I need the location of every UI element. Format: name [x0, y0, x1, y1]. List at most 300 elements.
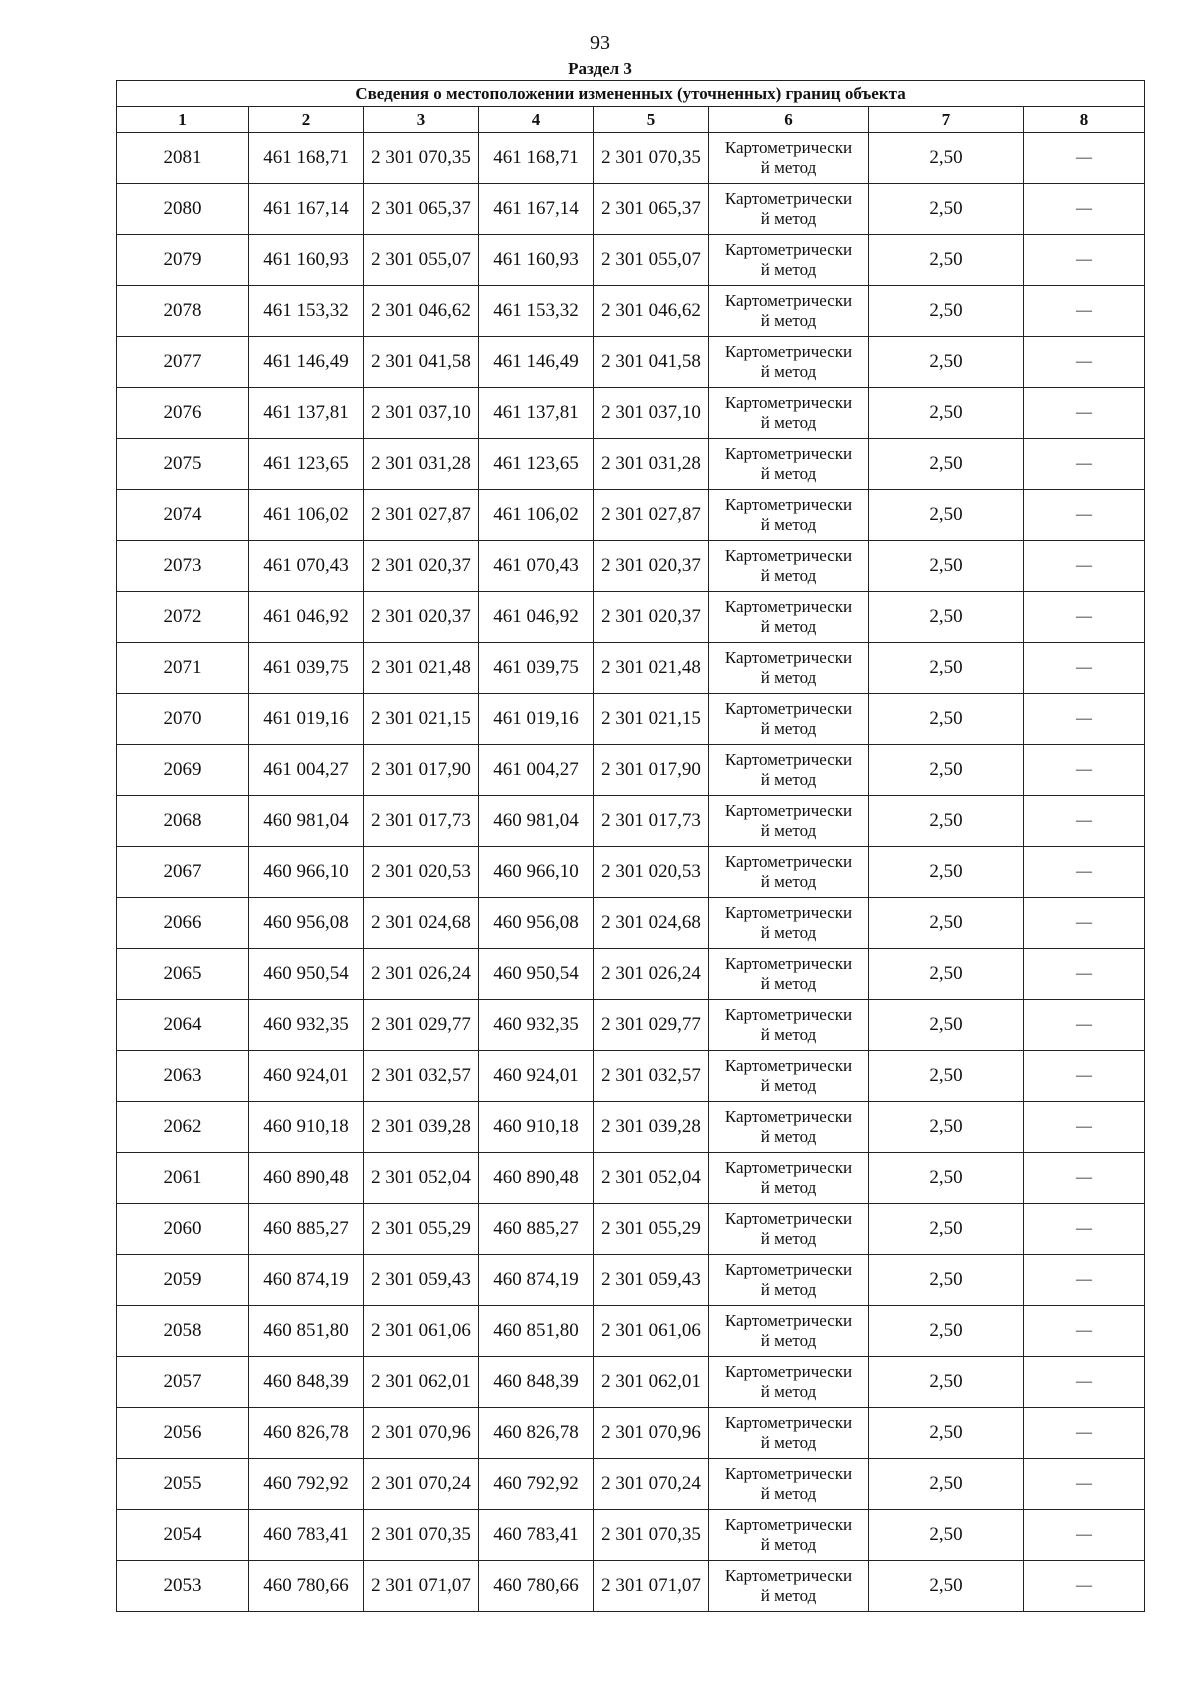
- accuracy-cell: 2,50: [869, 592, 1024, 643]
- table-row: [117, 694, 1145, 745]
- y-coordinate-cell: 2 301 032,57: [364, 1051, 479, 1102]
- empty-mark-cell: —: [1024, 592, 1145, 643]
- point-number-cell: 2055: [117, 1459, 249, 1510]
- x-coordinate-cell: 460 874,19: [249, 1255, 364, 1306]
- point-number-cell: 2053: [117, 1561, 249, 1612]
- method-text-line: Картометрически: [724, 546, 853, 565]
- method-text-line: Картометрически: [724, 699, 853, 718]
- point-number-cell: 2081: [117, 133, 249, 184]
- y-coordinate-cell: 2 301 024,68: [364, 898, 479, 949]
- point-number-cell: 2072: [117, 592, 249, 643]
- y-coordinate-cell: 2 301 071,07: [364, 1561, 479, 1612]
- accuracy-cell: 2,50: [869, 745, 1024, 796]
- x-coordinate-cell: 461 046,92: [479, 592, 594, 643]
- empty-mark-cell: —: [1024, 847, 1145, 898]
- y-coordinate-cell: 2 301 029,77: [594, 1000, 709, 1051]
- empty-mark-cell: —: [1024, 1255, 1145, 1306]
- x-coordinate-cell: 460 780,66: [249, 1561, 364, 1612]
- x-coordinate-cell: 461 019,16: [479, 694, 594, 745]
- y-coordinate-cell: 2 301 017,90: [594, 745, 709, 796]
- y-coordinate-cell: 2 301 070,35: [594, 133, 709, 184]
- y-coordinate-cell: 2 301 055,07: [594, 235, 709, 286]
- table-row: [117, 1357, 1145, 1408]
- point-number-cell: 2075: [117, 439, 249, 490]
- method-text-line: Картометрически: [724, 1362, 853, 1381]
- empty-mark-cell: —: [1024, 949, 1145, 1000]
- empty-mark-cell: —: [1024, 1408, 1145, 1459]
- empty-mark-cell: —: [1024, 1561, 1145, 1612]
- method-cell: [709, 898, 869, 949]
- method-cell: [709, 184, 869, 235]
- method-text-line: й метод: [760, 617, 817, 636]
- table-row: [117, 1510, 1145, 1561]
- y-coordinate-cell: 2 301 061,06: [594, 1306, 709, 1357]
- empty-mark-cell: —: [1024, 337, 1145, 388]
- x-coordinate-cell: 461 004,27: [249, 745, 364, 796]
- accuracy-cell: 2,50: [869, 1153, 1024, 1204]
- x-coordinate-cell: 460 792,92: [249, 1459, 364, 1510]
- point-number-cell: 2074: [117, 490, 249, 541]
- accuracy-cell: 2,50: [869, 1000, 1024, 1051]
- x-coordinate-cell: 460 890,48: [479, 1153, 594, 1204]
- table-row: [117, 286, 1145, 337]
- boundary-coordinates-table: [116, 80, 1145, 1612]
- empty-mark-cell: —: [1024, 1102, 1145, 1153]
- table-row: [117, 235, 1145, 286]
- point-number-cell: 2066: [117, 898, 249, 949]
- x-coordinate-cell: 461 137,81: [249, 388, 364, 439]
- method-text-line: й метод: [760, 1280, 817, 1299]
- method-text-line: й метод: [760, 1178, 817, 1197]
- x-coordinate-cell: 461 004,27: [479, 745, 594, 796]
- y-coordinate-cell: 2 301 026,24: [594, 949, 709, 1000]
- point-number-cell: 2059: [117, 1255, 249, 1306]
- x-coordinate-cell: 460 981,04: [249, 796, 364, 847]
- method-cell: [709, 1153, 869, 1204]
- accuracy-cell: 2,50: [869, 949, 1024, 1000]
- method-text-line: й метод: [760, 464, 817, 483]
- empty-mark-cell: —: [1024, 1051, 1145, 1102]
- point-number-cell: 2077: [117, 337, 249, 388]
- x-coordinate-cell: 461 167,14: [479, 184, 594, 235]
- table-row: [117, 337, 1145, 388]
- x-coordinate-cell: 460 826,78: [479, 1408, 594, 1459]
- accuracy-cell: 2,50: [869, 694, 1024, 745]
- empty-mark-cell: —: [1024, 1000, 1145, 1051]
- x-coordinate-cell: 460 792,92: [479, 1459, 594, 1510]
- accuracy-cell: 2,50: [869, 1204, 1024, 1255]
- method-cell: [709, 439, 869, 490]
- point-number-cell: 2058: [117, 1306, 249, 1357]
- table-row: [117, 1306, 1145, 1357]
- x-coordinate-cell: 460 956,08: [479, 898, 594, 949]
- accuracy-cell: 2,50: [869, 796, 1024, 847]
- accuracy-cell: 2,50: [869, 898, 1024, 949]
- point-number-cell: 2062: [117, 1102, 249, 1153]
- table-row: [117, 592, 1145, 643]
- y-coordinate-cell: 2 301 070,96: [364, 1408, 479, 1459]
- method-text-line: Картометрически: [724, 1107, 853, 1126]
- column-number: 2: [249, 107, 364, 133]
- table-row: [117, 796, 1145, 847]
- y-coordinate-cell: 2 301 070,35: [364, 133, 479, 184]
- method-cell: [709, 337, 869, 388]
- x-coordinate-cell: 460 783,41: [249, 1510, 364, 1561]
- table-row: [117, 1204, 1145, 1255]
- y-coordinate-cell: 2 301 046,62: [594, 286, 709, 337]
- point-number-cell: 2073: [117, 541, 249, 592]
- accuracy-cell: 2,50: [869, 1459, 1024, 1510]
- method-text-line: Картометрически: [724, 1056, 853, 1075]
- method-cell: [709, 1510, 869, 1561]
- y-coordinate-cell: 2 301 021,48: [364, 643, 479, 694]
- table-row: [117, 490, 1145, 541]
- method-text-line: Картометрически: [724, 1209, 853, 1228]
- x-coordinate-cell: 460 780,66: [479, 1561, 594, 1612]
- method-text-line: й метод: [760, 1382, 817, 1401]
- point-number-cell: 2078: [117, 286, 249, 337]
- table-row: [117, 643, 1145, 694]
- table-row: [117, 439, 1145, 490]
- x-coordinate-cell: 460 924,01: [479, 1051, 594, 1102]
- empty-mark-cell: —: [1024, 184, 1145, 235]
- method-text-line: Картометрически: [724, 801, 853, 820]
- method-cell: [709, 949, 869, 1000]
- method-text-line: Картометрически: [724, 750, 853, 769]
- x-coordinate-cell: 460 851,80: [249, 1306, 364, 1357]
- x-coordinate-cell: 460 848,39: [479, 1357, 594, 1408]
- method-cell: [709, 796, 869, 847]
- column-number: 7: [869, 107, 1024, 133]
- accuracy-cell: 2,50: [869, 1408, 1024, 1459]
- x-coordinate-cell: 460 848,39: [249, 1357, 364, 1408]
- y-coordinate-cell: 2 301 020,37: [594, 541, 709, 592]
- method-text-line: й метод: [760, 158, 817, 177]
- empty-mark-cell: —: [1024, 541, 1145, 592]
- y-coordinate-cell: 2 301 017,90: [364, 745, 479, 796]
- method-text-line: й метод: [760, 260, 817, 279]
- method-cell: [709, 1051, 869, 1102]
- x-coordinate-cell: 461 160,93: [479, 235, 594, 286]
- accuracy-cell: 2,50: [869, 1102, 1024, 1153]
- page-number: 93: [590, 32, 610, 54]
- point-number-cell: 2056: [117, 1408, 249, 1459]
- accuracy-cell: 2,50: [869, 337, 1024, 388]
- method-text-line: й метод: [760, 1229, 817, 1248]
- y-coordinate-cell: 2 301 037,10: [364, 388, 479, 439]
- method-text-line: й метод: [760, 719, 817, 738]
- table-row: [117, 1051, 1145, 1102]
- x-coordinate-cell: 461 039,75: [479, 643, 594, 694]
- y-coordinate-cell: 2 301 071,07: [594, 1561, 709, 1612]
- y-coordinate-cell: 2 301 020,53: [594, 847, 709, 898]
- method-text-line: Картометрически: [724, 240, 853, 259]
- method-cell: [709, 1102, 869, 1153]
- table-row: [117, 1153, 1145, 1204]
- x-coordinate-cell: 461 039,75: [249, 643, 364, 694]
- method-cell: [709, 541, 869, 592]
- method-text-line: й метод: [760, 821, 817, 840]
- y-coordinate-cell: 2 301 061,06: [364, 1306, 479, 1357]
- y-coordinate-cell: 2 301 070,24: [364, 1459, 479, 1510]
- method-text-line: й метод: [760, 1331, 817, 1350]
- method-text-line: Картометрически: [724, 138, 853, 157]
- x-coordinate-cell: 460 885,27: [479, 1204, 594, 1255]
- method-cell: [709, 847, 869, 898]
- x-coordinate-cell: 461 160,93: [249, 235, 364, 286]
- method-cell: [709, 1306, 869, 1357]
- method-text-line: Картометрически: [724, 495, 853, 514]
- method-text-line: й метод: [760, 1127, 817, 1146]
- method-text-line: Картометрически: [724, 444, 853, 463]
- accuracy-cell: 2,50: [869, 235, 1024, 286]
- y-coordinate-cell: 2 301 059,43: [594, 1255, 709, 1306]
- accuracy-cell: 2,50: [869, 847, 1024, 898]
- empty-mark-cell: —: [1024, 286, 1145, 337]
- table-row: [117, 1408, 1145, 1459]
- point-number-cell: 2063: [117, 1051, 249, 1102]
- y-coordinate-cell: 2 301 020,37: [364, 541, 479, 592]
- method-text-line: й метод: [760, 1025, 817, 1044]
- table-row: [117, 133, 1145, 184]
- point-number-cell: 2060: [117, 1204, 249, 1255]
- empty-mark-cell: —: [1024, 745, 1145, 796]
- y-coordinate-cell: 2 301 059,43: [364, 1255, 479, 1306]
- method-cell: [709, 643, 869, 694]
- method-text-line: Картометрически: [724, 1464, 853, 1483]
- column-number: 3: [364, 107, 479, 133]
- method-text-line: й метод: [760, 1076, 817, 1095]
- point-number-cell: 2069: [117, 745, 249, 796]
- y-coordinate-cell: 2 301 055,29: [364, 1204, 479, 1255]
- point-number-cell: 2079: [117, 235, 249, 286]
- accuracy-cell: 2,50: [869, 1510, 1024, 1561]
- y-coordinate-cell: 2 301 026,24: [364, 949, 479, 1000]
- point-number-cell: 2057: [117, 1357, 249, 1408]
- y-coordinate-cell: 2 301 062,01: [364, 1357, 479, 1408]
- y-coordinate-cell: 2 301 032,57: [594, 1051, 709, 1102]
- x-coordinate-cell: 461 106,02: [249, 490, 364, 541]
- empty-mark-cell: —: [1024, 643, 1145, 694]
- x-coordinate-cell: 460 885,27: [249, 1204, 364, 1255]
- method-text-line: й метод: [760, 209, 817, 228]
- method-text-line: й метод: [760, 668, 817, 687]
- x-coordinate-cell: 460 966,10: [479, 847, 594, 898]
- y-coordinate-cell: 2 301 031,28: [364, 439, 479, 490]
- x-coordinate-cell: 461 106,02: [479, 490, 594, 541]
- point-number-cell: 2054: [117, 1510, 249, 1561]
- y-coordinate-cell: 2 301 070,35: [364, 1510, 479, 1561]
- y-coordinate-cell: 2 301 029,77: [364, 1000, 479, 1051]
- x-coordinate-cell: 460 950,54: [479, 949, 594, 1000]
- column-number: 5: [594, 107, 709, 133]
- point-number-cell: 2065: [117, 949, 249, 1000]
- y-coordinate-cell: 2 301 041,58: [364, 337, 479, 388]
- y-coordinate-cell: 2 301 052,04: [594, 1153, 709, 1204]
- accuracy-cell: 2,50: [869, 388, 1024, 439]
- table-row: [117, 949, 1145, 1000]
- table-row: [117, 1102, 1145, 1153]
- table-row: [117, 1561, 1145, 1612]
- y-coordinate-cell: 2 301 024,68: [594, 898, 709, 949]
- point-number-cell: 2064: [117, 1000, 249, 1051]
- accuracy-cell: 2,50: [869, 1255, 1024, 1306]
- column-number: 4: [479, 107, 594, 133]
- point-number-cell: 2068: [117, 796, 249, 847]
- x-coordinate-cell: 461 123,65: [479, 439, 594, 490]
- method-text-line: Картометрически: [724, 291, 853, 310]
- accuracy-cell: 2,50: [869, 490, 1024, 541]
- x-coordinate-cell: 461 146,49: [479, 337, 594, 388]
- column-number: 6: [709, 107, 869, 133]
- x-coordinate-cell: 460 851,80: [479, 1306, 594, 1357]
- x-coordinate-cell: 460 932,35: [249, 1000, 364, 1051]
- x-coordinate-cell: 460 783,41: [479, 1510, 594, 1561]
- x-coordinate-cell: 460 910,18: [479, 1102, 594, 1153]
- method-text-line: Картометрически: [724, 648, 853, 667]
- table-caption: Сведения о местоположении измененных (уточненных) границ объекта: [117, 81, 1145, 107]
- x-coordinate-cell: 460 910,18: [249, 1102, 364, 1153]
- method-cell: [709, 133, 869, 184]
- table-row: [117, 541, 1145, 592]
- method-text-line: й метод: [760, 566, 817, 585]
- x-coordinate-cell: 460 932,35: [479, 1000, 594, 1051]
- y-coordinate-cell: 2 301 031,28: [594, 439, 709, 490]
- method-cell: [709, 745, 869, 796]
- column-number-row: [117, 107, 1145, 133]
- y-coordinate-cell: 2 301 020,37: [364, 592, 479, 643]
- empty-mark-cell: —: [1024, 1204, 1145, 1255]
- accuracy-cell: 2,50: [869, 643, 1024, 694]
- x-coordinate-cell: 460 966,10: [249, 847, 364, 898]
- y-coordinate-cell: 2 301 052,04: [364, 1153, 479, 1204]
- method-text-line: й метод: [760, 974, 817, 993]
- x-coordinate-cell: 461 146,49: [249, 337, 364, 388]
- accuracy-cell: 2,50: [869, 1561, 1024, 1612]
- table-row: [117, 898, 1145, 949]
- x-coordinate-cell: 460 950,54: [249, 949, 364, 1000]
- method-text-line: Картометрически: [724, 1566, 853, 1585]
- table-body: [117, 133, 1145, 1612]
- y-coordinate-cell: 2 301 039,28: [364, 1102, 479, 1153]
- empty-mark-cell: —: [1024, 898, 1145, 949]
- table-row: [117, 1000, 1145, 1051]
- point-number-cell: 2067: [117, 847, 249, 898]
- x-coordinate-cell: 461 070,43: [479, 541, 594, 592]
- method-text-line: й метод: [760, 515, 817, 534]
- x-coordinate-cell: 461 153,32: [479, 286, 594, 337]
- x-coordinate-cell: 461 123,65: [249, 439, 364, 490]
- table-row: [117, 184, 1145, 235]
- table-row: [117, 847, 1145, 898]
- empty-mark-cell: —: [1024, 388, 1145, 439]
- method-cell: [709, 286, 869, 337]
- x-coordinate-cell: 461 137,81: [479, 388, 594, 439]
- method-text-line: Картометрически: [724, 1158, 853, 1177]
- method-cell: [709, 1357, 869, 1408]
- method-text-line: й метод: [760, 770, 817, 789]
- column-number: 1: [117, 107, 249, 133]
- method-text-line: й метод: [760, 413, 817, 432]
- y-coordinate-cell: 2 301 017,73: [594, 796, 709, 847]
- method-cell: [709, 1459, 869, 1510]
- y-coordinate-cell: 2 301 021,15: [594, 694, 709, 745]
- empty-mark-cell: —: [1024, 1153, 1145, 1204]
- column-number: 8: [1024, 107, 1145, 133]
- method-cell: [709, 1561, 869, 1612]
- accuracy-cell: 2,50: [869, 1357, 1024, 1408]
- accuracy-cell: 2,50: [869, 1306, 1024, 1357]
- y-coordinate-cell: 2 301 046,62: [364, 286, 479, 337]
- x-coordinate-cell: 461 168,71: [479, 133, 594, 184]
- method-text-line: Картометрически: [724, 597, 853, 616]
- empty-mark-cell: —: [1024, 1459, 1145, 1510]
- x-coordinate-cell: 460 890,48: [249, 1153, 364, 1204]
- point-number-cell: 2070: [117, 694, 249, 745]
- y-coordinate-cell: 2 301 070,24: [594, 1459, 709, 1510]
- method-cell: [709, 490, 869, 541]
- y-coordinate-cell: 2 301 037,10: [594, 388, 709, 439]
- y-coordinate-cell: 2 301 021,48: [594, 643, 709, 694]
- accuracy-cell: 2,50: [869, 1051, 1024, 1102]
- table-row: [117, 1255, 1145, 1306]
- x-coordinate-cell: 461 070,43: [249, 541, 364, 592]
- method-text-line: Картометрически: [724, 903, 853, 922]
- y-coordinate-cell: 2 301 020,53: [364, 847, 479, 898]
- y-coordinate-cell: 2 301 039,28: [594, 1102, 709, 1153]
- method-text-line: Картометрически: [724, 189, 853, 208]
- x-coordinate-cell: 460 874,19: [479, 1255, 594, 1306]
- x-coordinate-cell: 460 956,08: [249, 898, 364, 949]
- empty-mark-cell: —: [1024, 1510, 1145, 1561]
- method-cell: [709, 388, 869, 439]
- y-coordinate-cell: 2 301 055,29: [594, 1204, 709, 1255]
- method-text-line: й метод: [760, 923, 817, 942]
- method-text-line: Картометрически: [724, 1515, 853, 1534]
- method-cell: [709, 1204, 869, 1255]
- x-coordinate-cell: 460 826,78: [249, 1408, 364, 1459]
- method-text-line: Картометрически: [724, 1413, 853, 1432]
- empty-mark-cell: —: [1024, 1306, 1145, 1357]
- method-text-line: Картометрически: [724, 954, 853, 973]
- table-row: [117, 1459, 1145, 1510]
- empty-mark-cell: —: [1024, 133, 1145, 184]
- y-coordinate-cell: 2 301 027,87: [364, 490, 479, 541]
- method-text-line: Картометрически: [724, 1260, 853, 1279]
- method-cell: [709, 592, 869, 643]
- section-title: Раздел 3: [568, 59, 632, 78]
- method-cell: [709, 1408, 869, 1459]
- y-coordinate-cell: 2 301 070,96: [594, 1408, 709, 1459]
- empty-mark-cell: —: [1024, 1357, 1145, 1408]
- method-cell: [709, 1255, 869, 1306]
- method-text-line: й метод: [760, 872, 817, 891]
- method-cell: [709, 694, 869, 745]
- y-coordinate-cell: 2 301 017,73: [364, 796, 479, 847]
- x-coordinate-cell: 460 981,04: [479, 796, 594, 847]
- y-coordinate-cell: 2 301 027,87: [594, 490, 709, 541]
- accuracy-cell: 2,50: [869, 439, 1024, 490]
- table-row: [117, 745, 1145, 796]
- x-coordinate-cell: 461 168,71: [249, 133, 364, 184]
- accuracy-cell: 2,50: [869, 133, 1024, 184]
- x-coordinate-cell: 460 924,01: [249, 1051, 364, 1102]
- empty-mark-cell: —: [1024, 235, 1145, 286]
- method-text-line: Картометрически: [724, 342, 853, 361]
- empty-mark-cell: —: [1024, 694, 1145, 745]
- accuracy-cell: 2,50: [869, 286, 1024, 337]
- empty-mark-cell: —: [1024, 439, 1145, 490]
